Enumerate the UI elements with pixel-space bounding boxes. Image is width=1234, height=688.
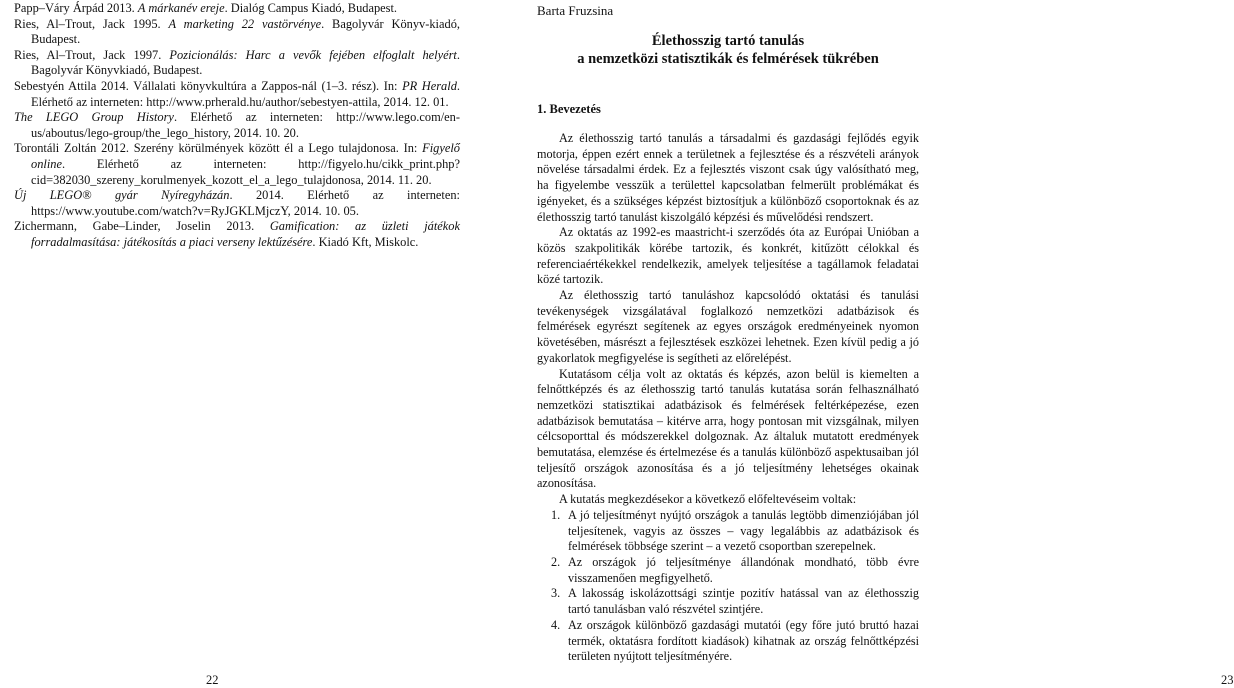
reference-title: PR Herald: [402, 78, 457, 93]
paragraph: Az élethosszig tartó tanuláshoz kapcsolódó oktatási és tanulási tevékenységek vizsgálatával foglalkozó nemzetközi adatbázisok és felmérések egyrészt segítenek az egyes országok eredményeinek nyomon követésében, másrészt a fejlesztések eszközei lehetnek. Ezen kívül pedig a jó gyakorlatok megfigyelése is segítheti az előrelépést.: [537, 288, 919, 365]
reference-text: . Bagolyvár Könyvkiadó, Budapest.: [31, 47, 460, 78]
list-item: [537, 508, 919, 555]
reference-title: Gamification: az üzleti játékok forradalmasítása: játékosítás a piaci verseny lektűzésére: [31, 219, 460, 249]
reference-entry: [14, 78, 461, 110]
list-number: 4.: [551, 617, 561, 632]
reference-text: Ries, Al–Trout, Jack 1997.: [14, 47, 170, 62]
reference-text: Sebestyén Attila 2014. Vállalati könyvkultúra a Zappos-nál (1–3. rész). In:: [14, 78, 403, 93]
list-number: 2.: [551, 554, 561, 569]
left-page: [0, 0, 480, 688]
hypothesis-list: [537, 508, 919, 665]
reference-title: A márkanév ereje: [137, 1, 225, 15]
paragraph: Kutatásom célja volt az oktatás és képzés, azon belül is kiemelten a felnőttképzés és az élethosszig tartó tanulás kutatása során felhasználható nemzetközi statisztikai adatbázisok és felmérések feltérképezése, ezen adatbázisok bemutatása – kitérve arra, hogy pontosan mit vizsgálnak, milyen célcsoporttal és módszerekkel dolgoznak. Az általuk mutatott eredmények bemutatása, elemzése és értelmezése és a tanulás különböző aspektusaiban jól teljesítő országok azonosítása és a jó teljesítmény lehetséges okainak azonosítása.: [537, 366, 919, 491]
list-item: [537, 618, 919, 665]
page-number-right: 23: [1221, 673, 1234, 687]
reference-title: Új LEGO® gyár Nyíregyházán: [14, 188, 230, 203]
list-item: [537, 555, 919, 586]
article-title-line-1: Élethosszig tartó tanulás: [651, 33, 805, 49]
list-item-text: A jó teljesítményt nyújtó országok a tanulás legtöbb dimenziójában jól teljesítenek, vagyis az összes – vagy legalábbis az adatbázisok és felmérések többsége szerint – a vezető csoportban szerepelnek.: [568, 507, 919, 554]
reference-entry: [14, 188, 460, 219]
reference-text: . Dialóg Campus Kiadó, Budapest.: [224, 1, 398, 15]
reference-title: A marketing 22 vastörvénye: [168, 16, 322, 31]
reference-text: Zichermann, Gabe–Linder, Joselin 2013.: [14, 219, 270, 234]
reference-entry: [14, 1, 460, 17]
reference-text: . Kiadó Kft, Miskolc.: [312, 234, 419, 249]
reference-entry: [14, 110, 460, 141]
paragraph: Az élethosszig tartó tanulás a társadalmi és gazdasági fejlődés egyik motorja, éppen ezért ennek a területnek a fejlesztése és a részvételi arányok növelése társadalmi érdek. Ez a fejlesztés viszont csak úgy valósítható meg, ha figyelembe vesszük a területtel kapcsolatban felmerült problémákat és igényeket, és a szükséges képzést biztosítjuk a különböző csoportoknak és az élethosszig tartó tanulást kiszolgáló képzési és művelődési rendszert.: [537, 131, 919, 224]
author-name: Barta Fruzsina: [537, 3, 614, 18]
reference-text: . Elérhető az interneten: http://www.prherald.hu/author/sebestyen-attila, 2014. 12. 01.: [31, 78, 461, 109]
list-item-text: Az országok különböző gazdasági mutatói (egy főre jutó bruttó hazai termék, oktatásra fordított kiadások) kihatnak az ország felnőttképzési területen nyújtott teljesítményére.: [568, 617, 919, 664]
reference-text: . Elérhető az interneten: http://figyelo.hu/cikk_print.php?cid=382030_szereny_korulmenyek_kozott_el_a_lego_tulajdonosa, 2014. 11. 20.: [31, 156, 460, 187]
list-intro: A kutatás megkezdésekor a következő előfeltevéseim voltak:: [559, 492, 857, 507]
list-number: 1.: [551, 507, 561, 522]
reference-title: Pozicionálás: Harc a vevők fejében elfoglalt helyért: [169, 47, 457, 62]
right-page: [480, 0, 1234, 688]
article-body: [537, 131, 919, 665]
reference-text: . Bagolyvár Könyv-kiadó, Budapest.: [31, 16, 460, 47]
list-item-text: Az országok jó teljesítménye állandónak mondható, több évre visszamenően megfigyelhető.: [568, 554, 919, 585]
reference-text: . 2014. Elérhető az interneten: https://www.youtube.com/watch?v=RyJGKLMjczY, 2014. 10. 05.: [31, 188, 460, 218]
reference-text: Papp–Váry Árpád 2013.: [14, 1, 138, 15]
reference-title: Figyelő online: [31, 141, 460, 171]
article-title-line-2: a nemzetközi statisztikák és felmérések tükrében: [577, 50, 879, 67]
reference-entry: [14, 141, 460, 188]
paragraph: Az oktatás az 1992-es maastricht-i szerződés óta az Európai Unióban a közös szakpolitikák körébe tartozik, és konkrét, kitűzött célokkal és referenciaértékekkel rendelkezik, amelyek teljesítése a tagállamok feladatai közé tartozik.: [537, 225, 919, 287]
reference-list: [14, 1, 460, 251]
list-item: [537, 586, 919, 617]
reference-text: Torontáli Zoltán 2012. Szerény körülmények között él a Lego tulajdonosa. In:: [14, 141, 423, 156]
list-item-text: A lakosság iskolázottsági szintje pozitív hatással van az élethosszig tartó tanulásban való részvétel szintjére.: [568, 586, 919, 617]
reference-title: The LEGO Group History: [14, 110, 174, 125]
reference-entry: [14, 16, 460, 48]
page-number-left: 22: [206, 673, 219, 687]
reference-entry: [14, 219, 460, 250]
list-number: 3.: [551, 586, 561, 601]
reference-text: Ries, Al–Trout, Jack 1995.: [14, 16, 169, 31]
section-heading: 1. Bevezetés: [537, 102, 601, 116]
reference-entry: [14, 47, 460, 79]
article-title: [537, 33, 919, 68]
reference-text: . Elérhető az interneten: http://www.lego.com/en-us/aboutus/lego-group/the_lego_history, 2014. 10. 20.: [31, 110, 460, 140]
